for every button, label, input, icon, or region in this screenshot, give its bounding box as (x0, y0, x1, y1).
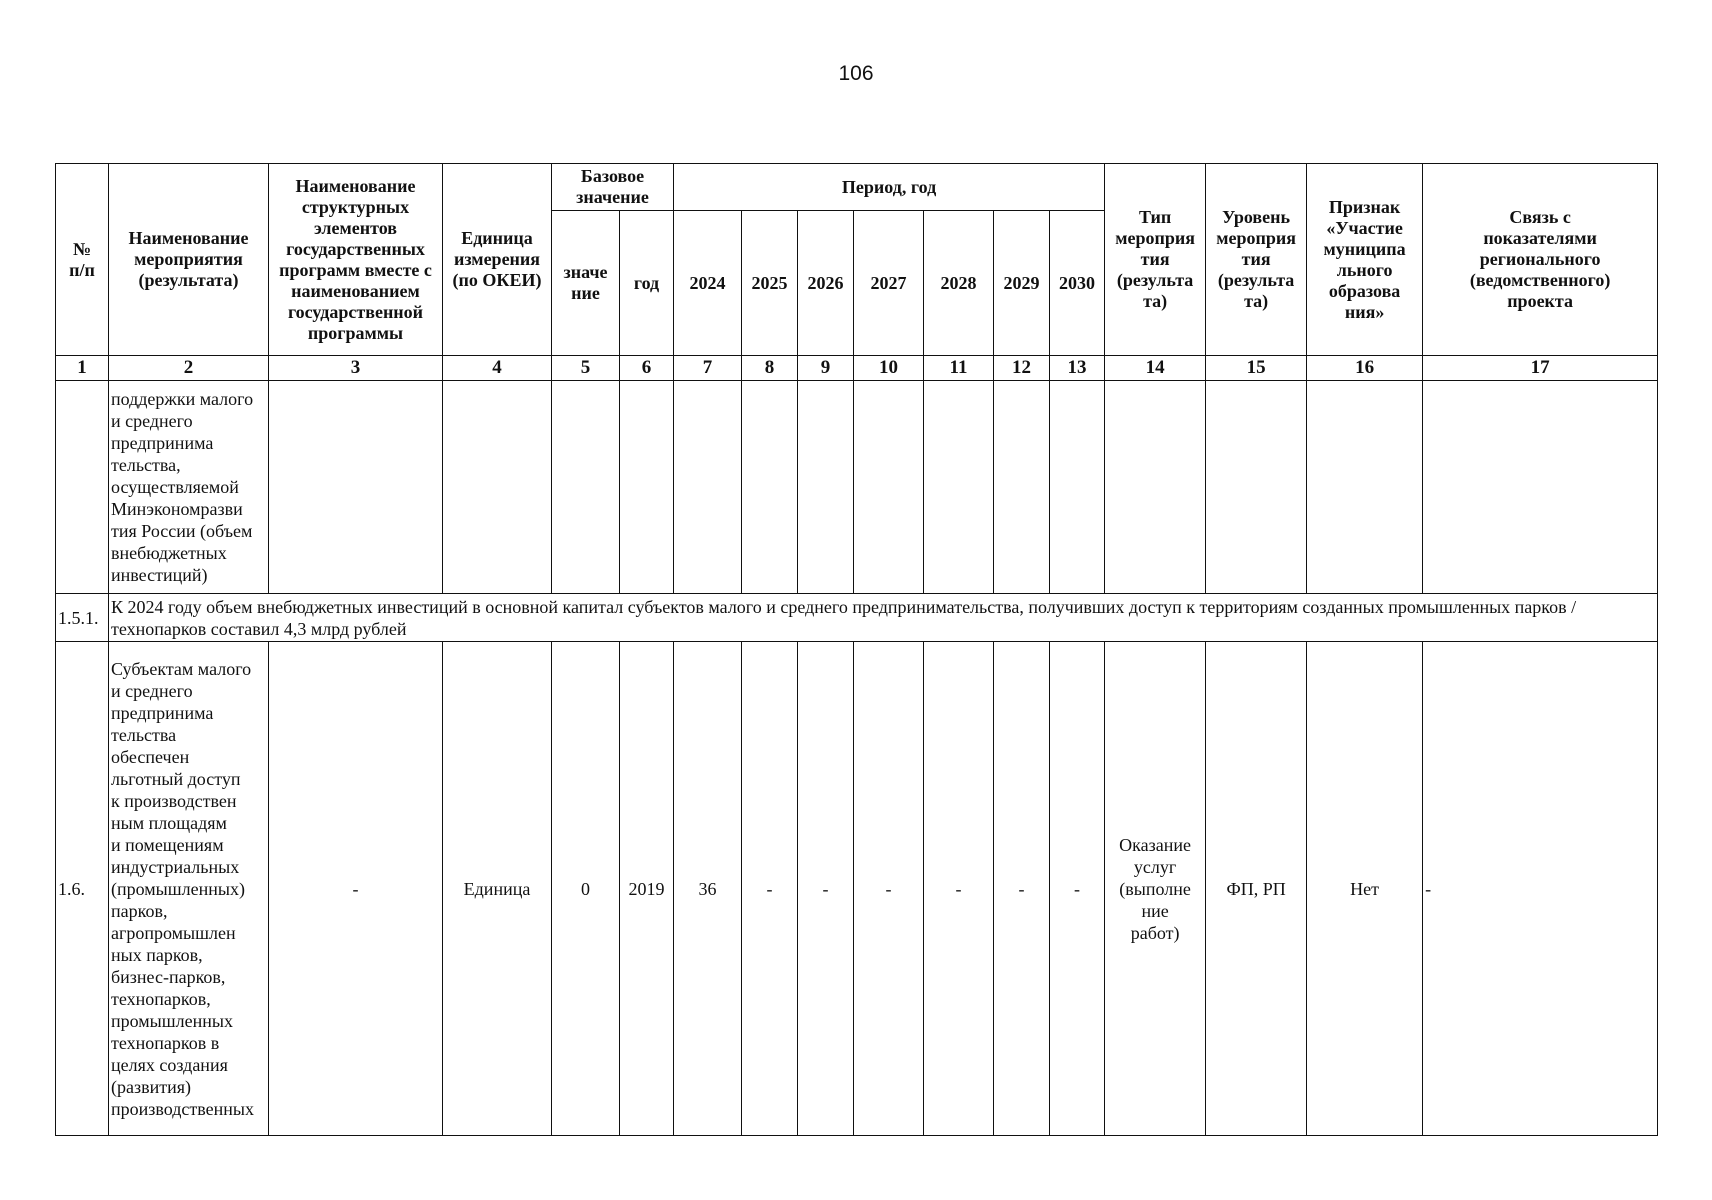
header-regional-link: Связь с показателями регионального (ведомственного) проекта (1423, 164, 1658, 356)
header-structural-elements: Наименование структурных элементов государственных программ вместе с наименованием государственной программы (269, 164, 443, 356)
column-number: 5 (552, 356, 620, 381)
header-municipal-flag: Признак «Участие муниципа льного образова ния» (1307, 164, 1423, 356)
header-unit: Единица измерения (по ОКЕИ) (443, 164, 552, 356)
empty-cell (620, 381, 674, 594)
year-2026-cell: - (798, 642, 854, 1136)
measure-name-cell: Субъектам малого и среднего предпринима тельства обеспечен льготный доступ к производствен ным площадям и помещениям индустриальных (промышленных) парков, агропромышлен ных парков, бизнес-парков, технопарков, промышленных технопарков в целях создания (развития) производственных (109, 642, 269, 1136)
table-row (56, 642, 1658, 1136)
header-year-2028: 2028 (924, 211, 994, 356)
municipal-flag-cell: Нет (1307, 642, 1423, 1136)
column-number: 6 (620, 356, 674, 381)
empty-cell (552, 381, 620, 594)
year-2029-cell: - (994, 642, 1050, 1136)
column-number-row (56, 356, 1658, 381)
column-number: 4 (443, 356, 552, 381)
column-number: 8 (742, 356, 798, 381)
header-year-2024: 2024 (674, 211, 742, 356)
measure-type-cell: Оказание услуг (выполне ние работ) (1105, 642, 1206, 1136)
row-number-cell (56, 381, 109, 594)
header-year-2029: 2029 (994, 211, 1050, 356)
page-number: 106 (838, 62, 874, 85)
column-number: 16 (1307, 356, 1423, 381)
table-row (56, 594, 1658, 642)
empty-cell (1105, 381, 1206, 594)
column-number: 9 (798, 356, 854, 381)
measure-level-cell: ФП, РП (1206, 642, 1307, 1136)
header-year-2025: 2025 (742, 211, 798, 356)
header-measure-level: Уровень мероприя тия (результа та) (1206, 164, 1307, 356)
empty-cell (1206, 381, 1307, 594)
empty-cell (742, 381, 798, 594)
column-number: 17 (1423, 356, 1658, 381)
empty-cell (994, 381, 1050, 594)
base-year-cell: 2019 (620, 642, 674, 1136)
structural-element-cell: - (269, 642, 443, 1136)
header-base-value: значе ние (552, 211, 620, 356)
header-year-2027: 2027 (854, 211, 924, 356)
empty-cell (854, 381, 924, 594)
column-number: 10 (854, 356, 924, 381)
empty-cell (269, 381, 443, 594)
column-number: 13 (1050, 356, 1105, 381)
year-2027-cell: - (854, 642, 924, 1136)
empty-cell (674, 381, 742, 594)
result-text-cell: К 2024 году объем внебюджетных инвестиций в основной капитал субъектов малого и среднего предпринимательства, получивших доступ к территориям созданных промышленных парков / технопарков составил 4,3 млрд рублей (109, 594, 1658, 642)
column-number: 1 (56, 356, 109, 381)
unit-cell: Единица (443, 642, 552, 1136)
empty-cell (443, 381, 552, 594)
empty-cell (798, 381, 854, 594)
header-year-2026: 2026 (798, 211, 854, 356)
empty-cell (924, 381, 994, 594)
column-number: 15 (1206, 356, 1307, 381)
measures-table (55, 163, 1658, 1136)
header-measure-name: Наименование мероприятия (результата) (109, 164, 269, 356)
year-2028-cell: - (924, 642, 994, 1136)
base-value-cell: 0 (552, 642, 620, 1136)
column-number: 7 (674, 356, 742, 381)
column-number: 12 (994, 356, 1050, 381)
header-measure-type: Тип мероприя тия (результа та) (1105, 164, 1206, 356)
regional-link-cell: - (1423, 642, 1658, 1136)
header-base-year: год (620, 211, 674, 356)
column-number: 3 (269, 356, 443, 381)
year-2030-cell: - (1050, 642, 1105, 1136)
measure-name-cell: поддержки малого и среднего предпринима тельства, осуществляемой Минэкономразви тия России (объем внебюджетных инвестиций) (109, 381, 269, 594)
column-number: 14 (1105, 356, 1206, 381)
header-year-2030: 2030 (1050, 211, 1105, 356)
table-row (56, 381, 1658, 594)
year-2024-cell: 36 (674, 642, 742, 1136)
empty-cell (1423, 381, 1658, 594)
column-number: 2 (109, 356, 269, 381)
empty-cell (1307, 381, 1423, 594)
header-base-value-group: Базовое значение (552, 164, 674, 211)
column-number: 11 (924, 356, 994, 381)
empty-cell (1050, 381, 1105, 594)
header-period-group: Период, год (674, 164, 1105, 211)
year-2025-cell: - (742, 642, 798, 1136)
row-number-cell: 1.6. (56, 642, 109, 1136)
row-number-cell: 1.5.1. (56, 594, 109, 642)
header-number: № п/п (56, 164, 109, 356)
